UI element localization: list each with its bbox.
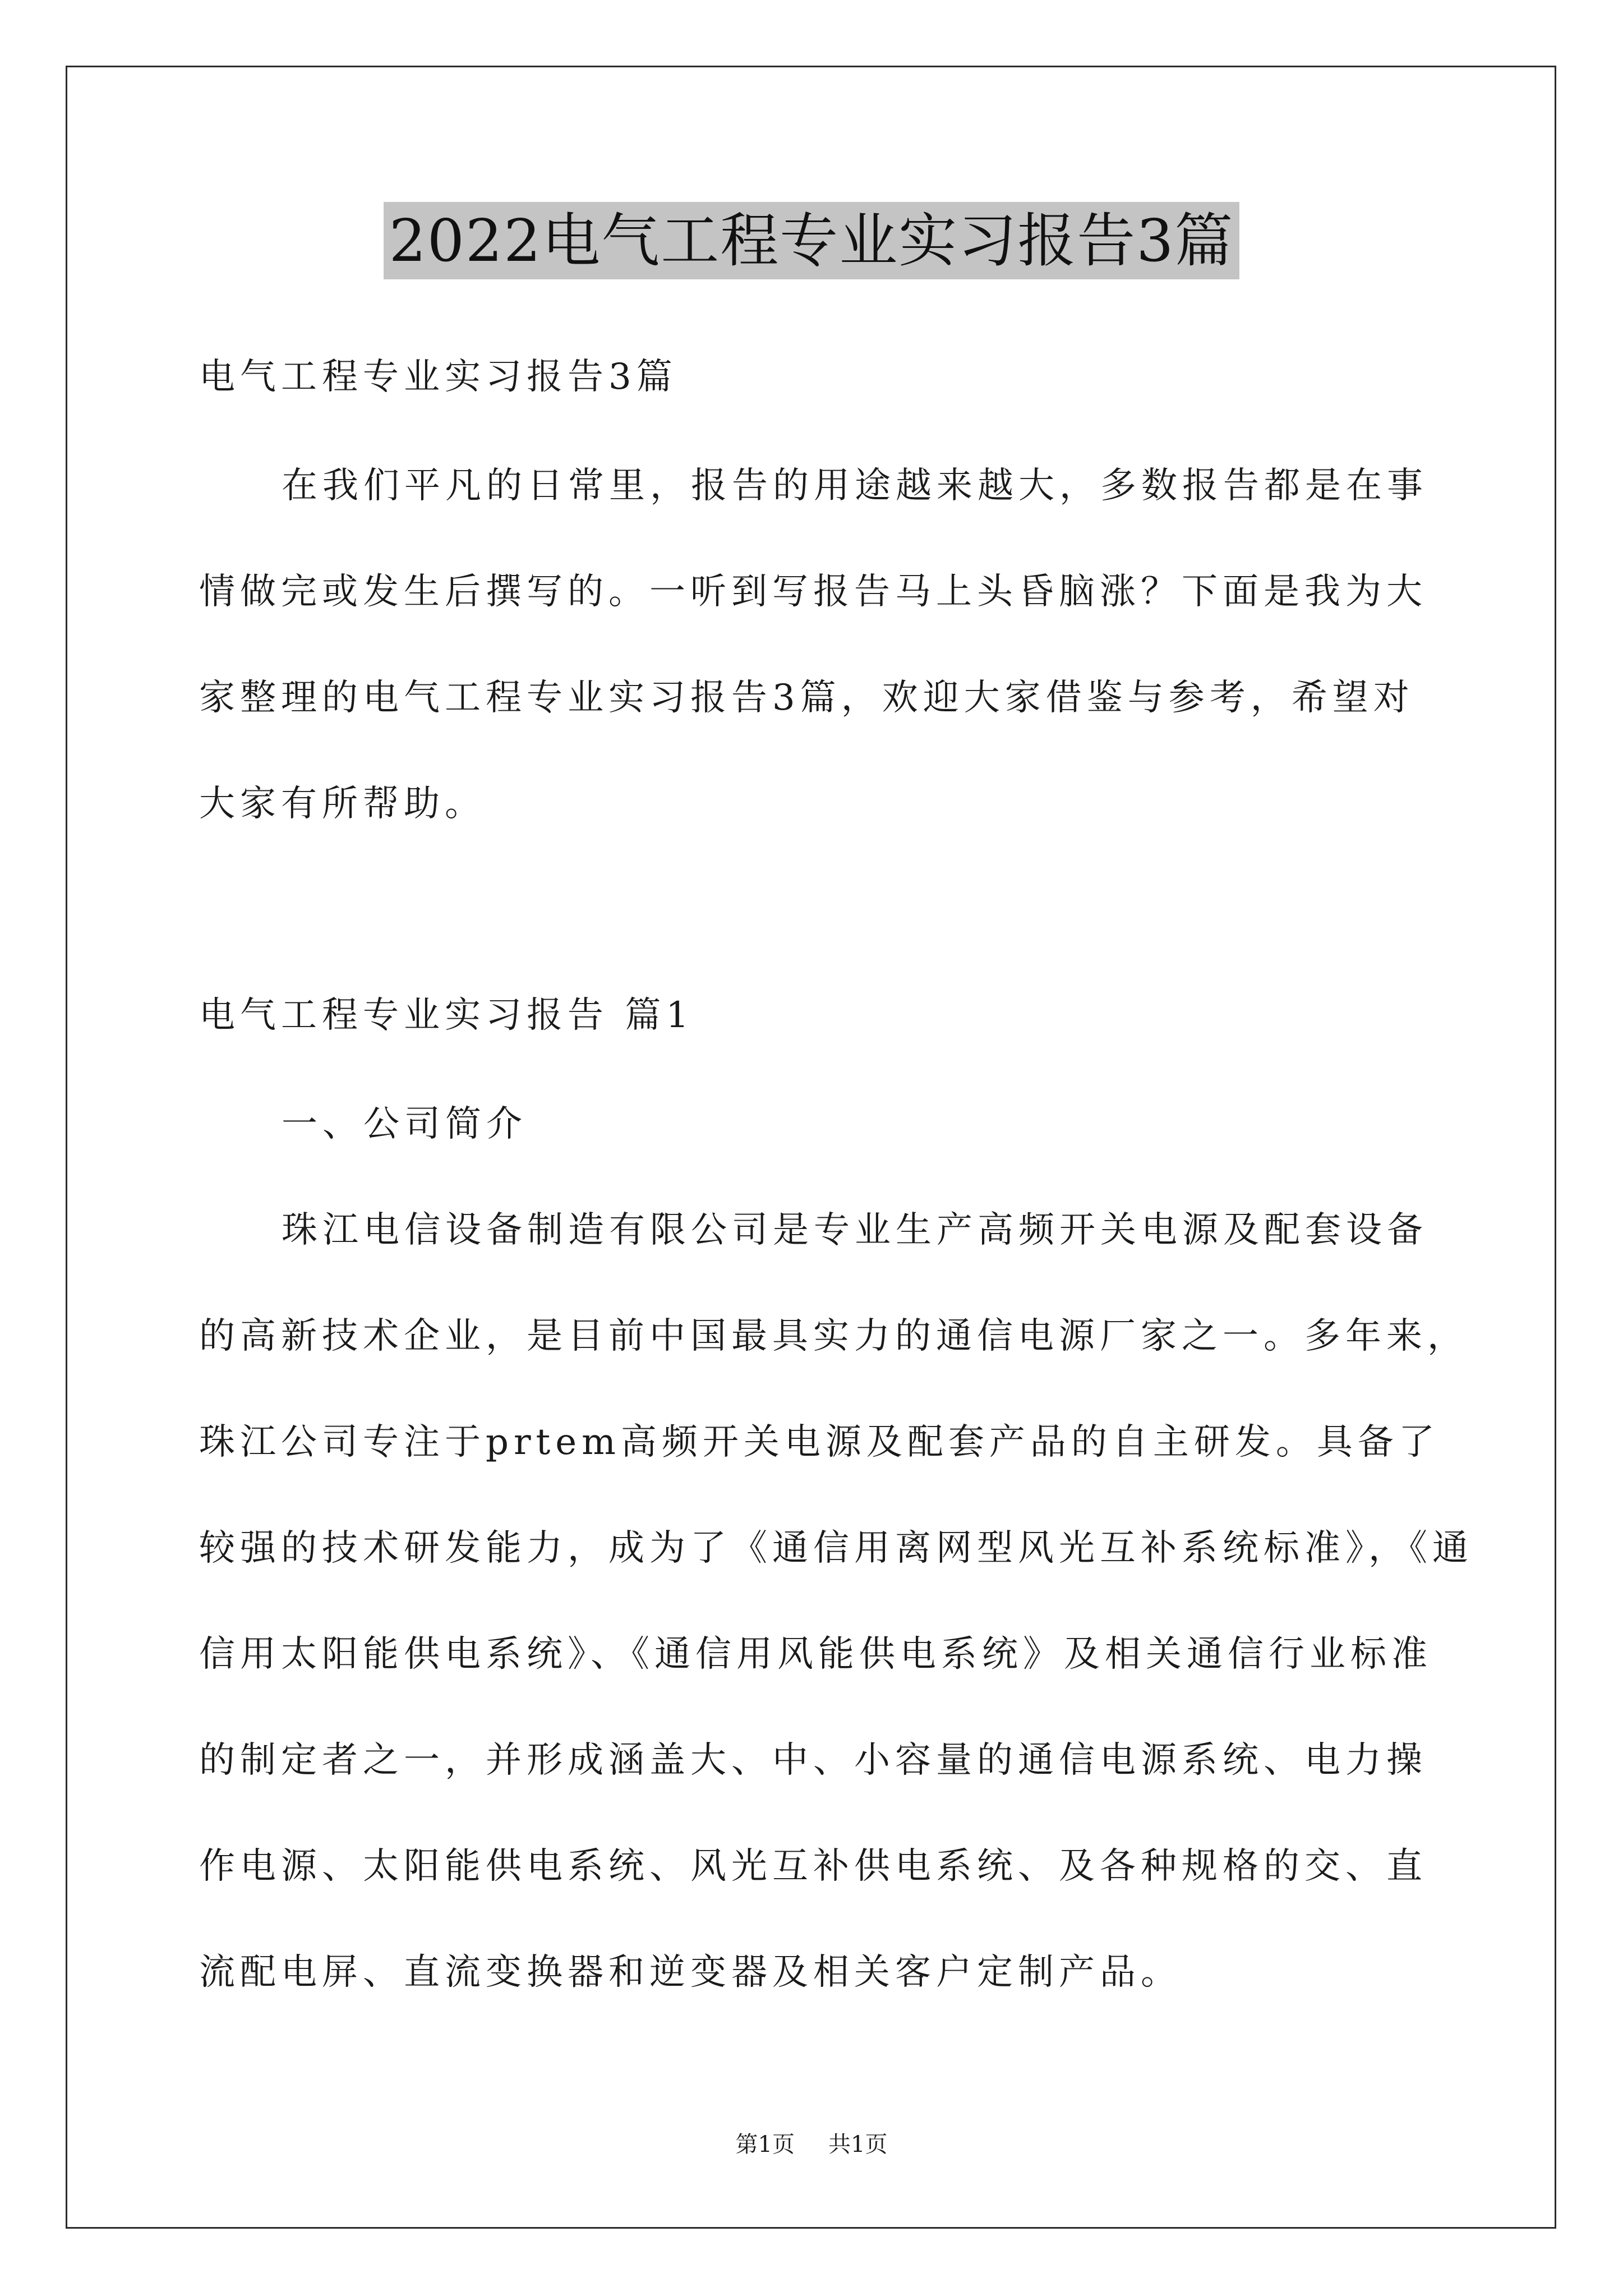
page-footer xyxy=(0,2131,1623,2159)
intro-paragraph-line: 情做完或发生后撰写的。一听到写报告马上头昏脑涨？下面是我为大 xyxy=(199,571,1427,613)
page-total: 共1页 xyxy=(828,2132,888,2157)
body-paragraph-line: 较强的技术研发能力，成为了《通信用离网型风光互补系统标准》，《通 xyxy=(199,1527,1473,1569)
title-container xyxy=(0,202,1623,279)
page-number: 第1页 xyxy=(735,2132,795,2157)
section-heading: 电气工程专业实习报告 篇1 xyxy=(199,995,694,1036)
body-paragraph-line: 的制定者之一，并形成涵盖大、中、小容量的通信电源系统、电力操 xyxy=(199,1740,1427,1781)
document-title: 2022电气工程专业实习报告3篇 xyxy=(384,202,1240,279)
subtitle-line: 电气工程专业实习报告3篇 xyxy=(199,356,677,398)
body-paragraph-line: 流配电屏、直流变换器和逆变器及相关客户定制产品。 xyxy=(199,1952,1182,1993)
body-paragraph-line: 珠江电信设备制造有限公司是专业生产高频开关电源及配套设备 xyxy=(282,1209,1428,1251)
body-paragraph-line: 珠江公司专注于prtem高频开关电源及配套产品的自主研发。具备了 xyxy=(199,1421,1440,1463)
intro-paragraph-line: 家整理的电气工程专业实习报告3篇，欢迎大家借鉴与参考，希望对 xyxy=(199,677,1414,719)
body-paragraph-line: 的高新技术企业，是目前中国最具实力的通信电源厂家之一。多年来， xyxy=(199,1315,1468,1357)
subsection-heading: 一、公司简介 xyxy=(282,1103,527,1145)
intro-paragraph-line: 在我们平凡的日常里，报告的用途越来越大，多数报告都是在事 xyxy=(282,465,1428,507)
body-paragraph-line: 作电源、太阳能供电系统、风光互补供电系统、及各种规格的交、直 xyxy=(199,1846,1427,1887)
intro-paragraph-line: 大家有所帮助。 xyxy=(199,783,486,825)
body-paragraph-line: 信用太阳能供电系统》、《通信用风能供电系统》及相关通信行业标准 xyxy=(199,1634,1432,1675)
